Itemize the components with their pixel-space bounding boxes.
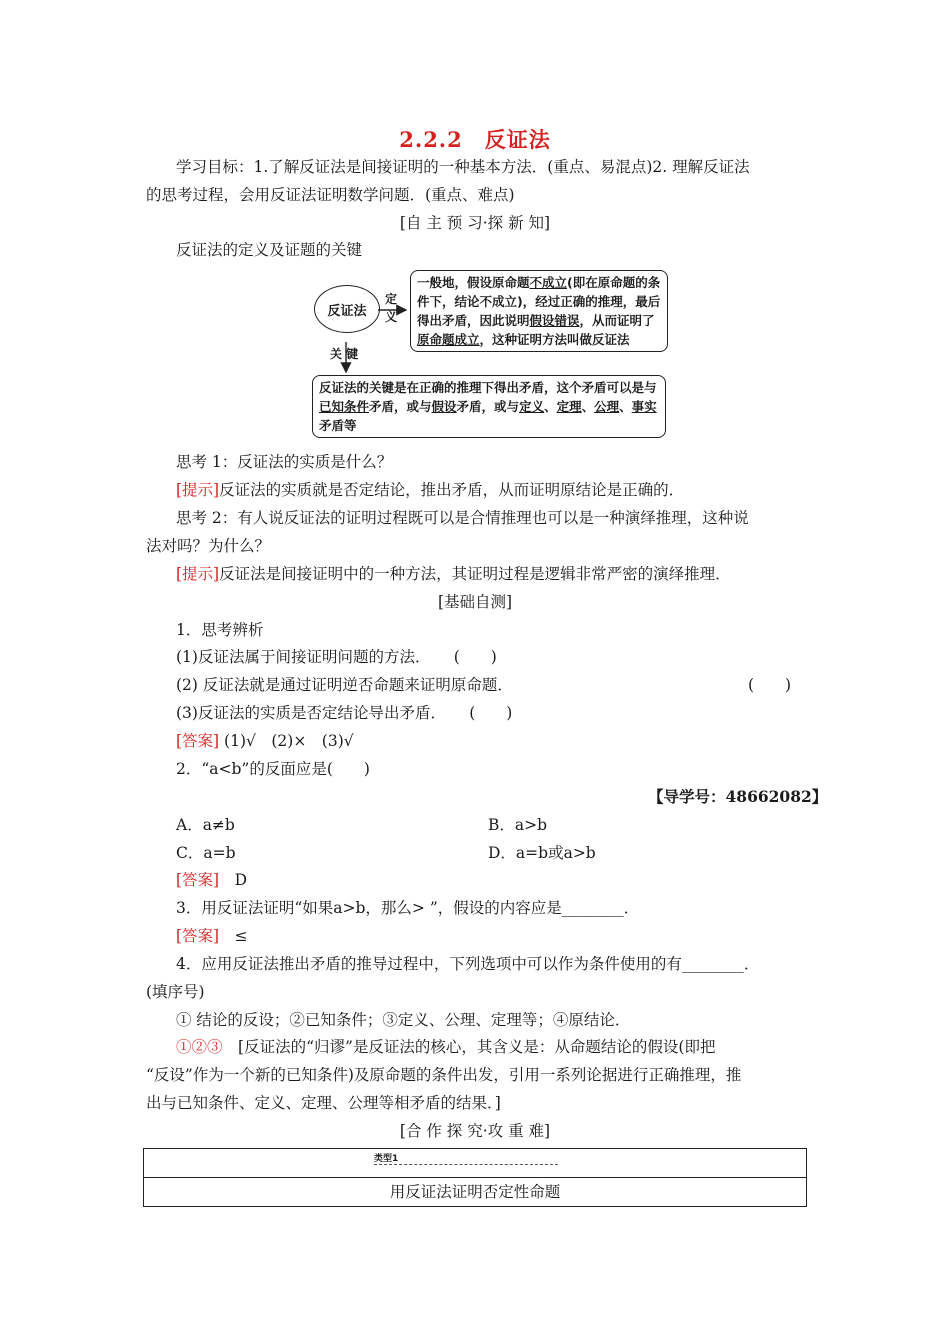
question-1-item-2: (2) 反证法就是通过证明逆否命题来证明原命题． — [176, 676, 513, 694]
option-a: A．a≠b — [176, 816, 235, 834]
option-c: C．a=b — [176, 844, 236, 862]
key-label: 关 键 — [330, 347, 359, 361]
question-1-item-3: (3)反证法的实质是否定结论导出矛盾． ( ) — [176, 704, 513, 722]
section-header-self-test: [基础自测] — [437, 593, 513, 611]
think-1: 思考 1：反证法的实质是什么？ — [176, 453, 393, 471]
section-header-preview: [自 主 预 习·探 新 知] — [399, 214, 551, 232]
section-header-cooperate: [合 作 探 究·攻 重 难] — [399, 1122, 551, 1140]
answer-2: [答案] D — [176, 871, 248, 889]
option-b: B．a>b — [488, 816, 548, 834]
question-4-line-1: 4．应用反证法推出矛盾的推导过程中，下列选项中可以作为条件使用的有________． — [176, 955, 760, 973]
question-1-title: 1．思考辨析 — [176, 621, 264, 639]
question-3: 3．用反证法证明“如果a>b，那么> ”，假设的内容应是________． — [176, 899, 640, 917]
objectives-line-1: 学习目标：1.了解反证法是间接证明的一种基本方法．(重点、易混点)2. 理解反证法 — [176, 158, 750, 176]
diagram-center-node: 反证法 — [314, 285, 380, 333]
type-tag-cell — [144, 1149, 807, 1178]
question-2-stem: 2．“a<b”的反面应是( ) — [176, 760, 370, 778]
hint-1: [提示]反证法的实质就是否定结论，推出矛盾，从而证明原结论是正确的． — [176, 481, 685, 499]
answer-1: [答案] (1)√ (2)× (3)√ — [176, 732, 354, 750]
definition-label-1: 定 — [385, 292, 398, 306]
hint-2: [提示]反证法是间接证明中的一种方法，其证明过程是逻辑非常严密的演绎推理． — [176, 565, 731, 583]
definition-label-2: 义 — [385, 310, 398, 324]
think-2-line-1: 思考 2：有人说反证法的证明过程既可以是合情推理也可以是一种演绎推理，这种说 — [176, 509, 749, 527]
page-title: 2.2.2 反证法 — [399, 127, 551, 152]
objectives-line-2: 的思考过程，会用反证法证明数学问题．(重点、难点) — [146, 186, 515, 204]
question-4-choices: ① 结论的反设；②已知条件；③定义、公理、定理等；④原结论． — [176, 1011, 631, 1029]
type-title: 用反证法证明否定性命题 — [144, 1178, 807, 1207]
key-box: 反证法的关键是在正确的推理下得出矛盾，这个矛盾可以是与已知条件矛盾，或与假设矛盾，或与定义、定理、公理、事实矛盾等 — [312, 375, 666, 438]
question-1-item-2-paren: ( ) — [748, 676, 792, 694]
type-tag: 类型1 — [374, 1151, 558, 1165]
answer-4-line-1: ①②③ [反证法的“归谬”是反证法的核心，其含义是：从命题结论的假设(即把 — [176, 1038, 716, 1056]
guide-number: 【导学号：48662082】 — [648, 787, 828, 806]
definition-box: 一般地，假设原命题不成立(即在原命题的条件下，结论不成立)，经过正确的推理，最后得出矛盾，因此说明假设错误，从而证明了原命题成立，这种证明方法叫做反证法 — [410, 270, 668, 352]
answer-4-line-3: 出与已知条件、定义、定理、公理等相矛盾的结果．] — [146, 1094, 501, 1112]
think-2-line-2: 法对吗？为什么？ — [146, 537, 271, 555]
question-4-line-2: (填序号) — [146, 983, 205, 1001]
answer-3: [答案] ≤ — [176, 927, 248, 945]
concept-heading: 反证法的定义及证题的关键 — [176, 241, 363, 259]
answer-4-line-2: “反设”作为一个新的已知条件)及原命题的条件出发，引用一系列论据进行正确推理，推 — [146, 1066, 742, 1084]
type-table — [143, 1148, 807, 1207]
question-1-item-1: (1)反证法属于间接证明问题的方法． ( ) — [176, 648, 497, 666]
option-d: D．a=b或a>b — [488, 844, 596, 862]
